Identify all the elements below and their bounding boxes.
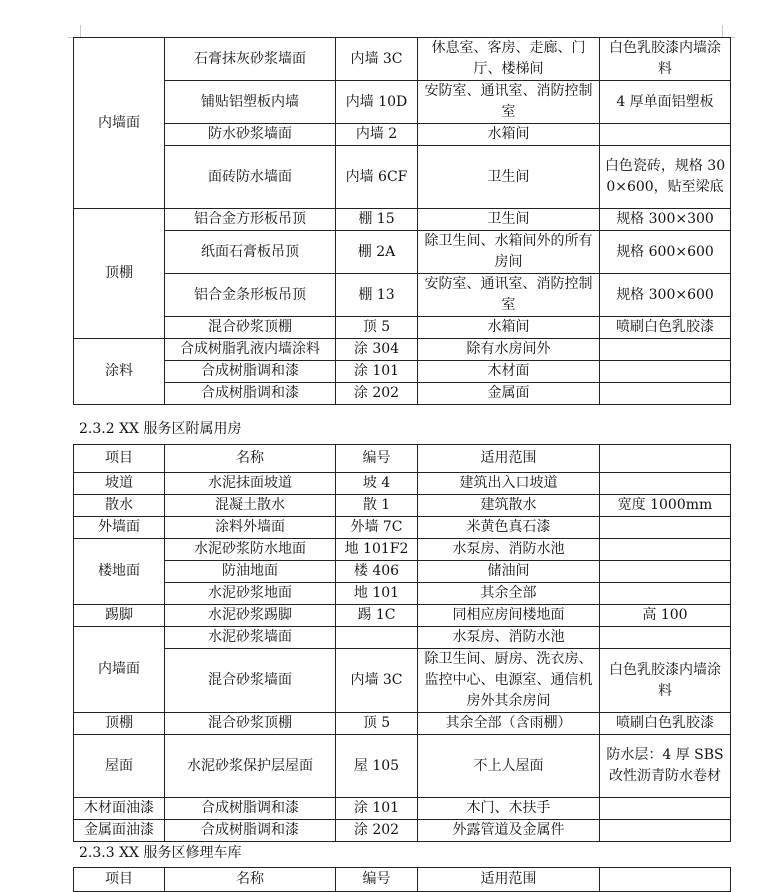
note-cell [600,820,731,842]
name-cell: 合成树脂调和漆 [165,798,336,820]
scope-cell: 其余全部 [418,583,600,605]
code-cell: 顶 5 [336,713,418,735]
section-heading: 2.3.2 XX 服务区附属用房 [79,421,242,437]
note-cell: 规格 600×600 [600,231,731,274]
code-cell: 内墙 3C [336,38,418,81]
name-cell: 混合砂浆墙面 [165,649,336,713]
scope-cell: 除卫生间、厨房、洗衣房、监控中心、电源室、通信机房外其余房间 [418,649,600,713]
table-row [74,361,731,383]
note-cell [600,383,731,405]
code-cell: 涂 202 [336,820,418,842]
table-row [74,124,731,146]
table-row [74,38,731,81]
code-cell: 外墙 7C [336,517,418,539]
name-cell: 合成树脂调和漆 [165,361,336,383]
note-cell: 防水层：4 厚 SBS 改性沥青防水卷材 [600,735,731,798]
code-cell: 涂 101 [336,798,418,820]
name-cell: 混凝土散水 [165,495,336,517]
note-cell: 规格 300×600 [600,274,731,317]
scope-cell: 水泵房、消防水池 [418,539,600,561]
section-heading: 2.3.3 XX 服务区修理车库 [79,845,242,861]
category-cell: 顶棚 [74,713,165,735]
code-cell: 棚 15 [336,209,418,231]
note-cell [600,517,731,539]
table-row [74,605,731,627]
scope-cell: 不上人屋面 [418,735,600,798]
name-cell: 纸面石膏板吊顶 [165,231,336,274]
code-cell: 坡 4 [336,473,418,495]
category-cell: 坡道 [74,473,165,495]
note-cell: 白色瓷砖，规格 300×600，贴至梁底 [600,146,731,209]
code-cell: 顶 5 [336,317,418,339]
scope-cell: 水箱间 [418,317,600,339]
note-cell [600,561,731,583]
table-row [74,274,731,317]
table-row [74,539,731,561]
category-cell: 内墙面 [74,38,165,209]
note-cell: 宽度 1000mm [600,495,731,517]
note-cell [600,473,731,495]
code-cell: 地 101F2 [336,539,418,561]
header-cell: 项目 [74,868,165,892]
name-cell: 合成树脂调和漆 [165,820,336,842]
scope-cell: 木材面 [418,361,600,383]
note-cell: 白色乳胶漆内墙涂料 [600,38,731,81]
table-row [74,231,731,274]
code-cell: 涂 101 [336,361,418,383]
table-row [74,473,731,495]
note-cell: 高 100 [600,605,731,627]
note-cell [600,627,731,649]
table-row [74,339,731,361]
code-cell: 涂 304 [336,339,418,361]
table-row [74,820,731,842]
header-cell: 编号 [336,868,418,892]
scope-cell: 休息室、客房、走廊、门厅、楼梯间 [418,38,600,81]
code-cell: 涂 202 [336,383,418,405]
table-row [74,649,731,713]
note-cell: 喷刷白色乳胶漆 [600,713,731,735]
finish-table-annex [73,444,731,842]
name-cell: 水泥砂浆墙面 [165,627,336,649]
code-cell: 内墙 10D [336,81,418,124]
category-cell: 散水 [74,495,165,517]
note-cell: 喷刷白色乳胶漆 [600,317,731,339]
scope-cell: 建筑散水 [418,495,600,517]
name-cell: 石膏抹灰砂浆墙面 [165,38,336,81]
code-cell: 踢 1C [336,605,418,627]
table-row [74,798,731,820]
name-cell: 铺贴铝塑板内墙 [165,81,336,124]
code-cell: 内墙 2 [336,124,418,146]
code-cell: 棚 13 [336,274,418,317]
category-cell: 涂料 [74,339,165,405]
table-row [74,495,731,517]
category-cell: 金属面油漆 [74,820,165,842]
header-cell: 适用范围 [418,445,600,473]
name-cell: 面砖防水墙面 [165,146,336,209]
category-cell: 内墙面 [74,627,165,713]
code-cell: 地 101 [336,583,418,605]
name-cell: 水泥砂浆地面 [165,583,336,605]
table-row [74,517,731,539]
scope-cell: 除有水房间外 [418,339,600,361]
name-cell: 防油地面 [165,561,336,583]
note-cell [600,124,731,146]
category-cell: 屋面 [74,735,165,798]
name-cell: 混合砂浆顶棚 [165,713,336,735]
scope-cell: 建筑出入口坡道 [418,473,600,495]
note-cell: 规格 300×300 [600,209,731,231]
table-header-row [74,445,731,473]
note-cell [600,539,731,561]
finish-table-main-building [73,37,731,405]
table-row [74,383,731,405]
category-cell: 外墙面 [74,517,165,539]
header-cell: 适用范围 [418,868,600,892]
name-cell: 防水砂浆墙面 [165,124,336,146]
category-cell: 踢脚 [74,605,165,627]
scope-cell: 水箱间 [418,124,600,146]
scope-cell: 水泵房、消防水池 [418,627,600,649]
scope-cell: 除卫生间、水箱间外的所有房间 [418,231,600,274]
name-cell: 水泥砂浆保护层屋面 [165,735,336,798]
code-cell: 散 1 [336,495,418,517]
name-cell: 合成树脂乳液内墙涂料 [165,339,336,361]
code-cell: 楼 406 [336,561,418,583]
header-cell: 名称 [165,445,336,473]
header-cell: 项目 [74,445,165,473]
table-row [74,583,731,605]
scope-cell: 卫生间 [418,209,600,231]
table-row [74,735,731,798]
note-cell [600,798,731,820]
table-row [74,627,731,649]
table-row [74,561,731,583]
note-cell [600,583,731,605]
name-cell: 涂料外墙面 [165,517,336,539]
category-cell: 顶棚 [74,209,165,339]
note-cell [600,339,731,361]
table-row [74,713,731,735]
code-cell: 内墙 3C [336,649,418,713]
scope-cell: 安防室、通讯室、消防控制室 [418,81,600,124]
name-cell: 混合砂浆顶棚 [165,317,336,339]
header-cell [600,445,731,473]
scope-cell: 外露管道及金属件 [418,820,600,842]
note-cell: 4 厚单面铝塑板 [600,81,731,124]
code-cell: 内墙 6CF [336,146,418,209]
name-cell: 水泥砂浆踢脚 [165,605,336,627]
code-cell [336,627,418,649]
note-cell: 白色乳胶漆内墙涂料 [600,649,731,713]
name-cell: 铝合金条形板吊顶 [165,274,336,317]
name-cell: 水泥砂浆防水地面 [165,539,336,561]
table-row [74,81,731,124]
header-cell: 编号 [336,445,418,473]
name-cell: 水泥抹面坡道 [165,473,336,495]
scope-cell: 安防室、通讯室、消防控制室 [418,274,600,317]
scope-cell: 木门、木扶手 [418,798,600,820]
note-cell [600,361,731,383]
name-cell: 合成树脂调和漆 [165,383,336,405]
code-cell: 棚 2A [336,231,418,274]
scope-cell: 其余全部（含雨棚） [418,713,600,735]
code-cell: 屋 105 [336,735,418,798]
scope-cell: 同相应房间楼地面 [418,605,600,627]
scope-cell: 米黄色真石漆 [418,517,600,539]
scope-cell: 储油间 [418,561,600,583]
name-cell: 铝合金方形板吊顶 [165,209,336,231]
header-cell: 名称 [165,868,336,892]
scope-cell: 金属面 [418,383,600,405]
category-cell: 木材面油漆 [74,798,165,820]
table-row [74,209,731,231]
table-row [74,317,731,339]
scope-cell: 卫生间 [418,146,600,209]
table-row [74,146,731,209]
category-cell: 楼地面 [74,539,165,605]
